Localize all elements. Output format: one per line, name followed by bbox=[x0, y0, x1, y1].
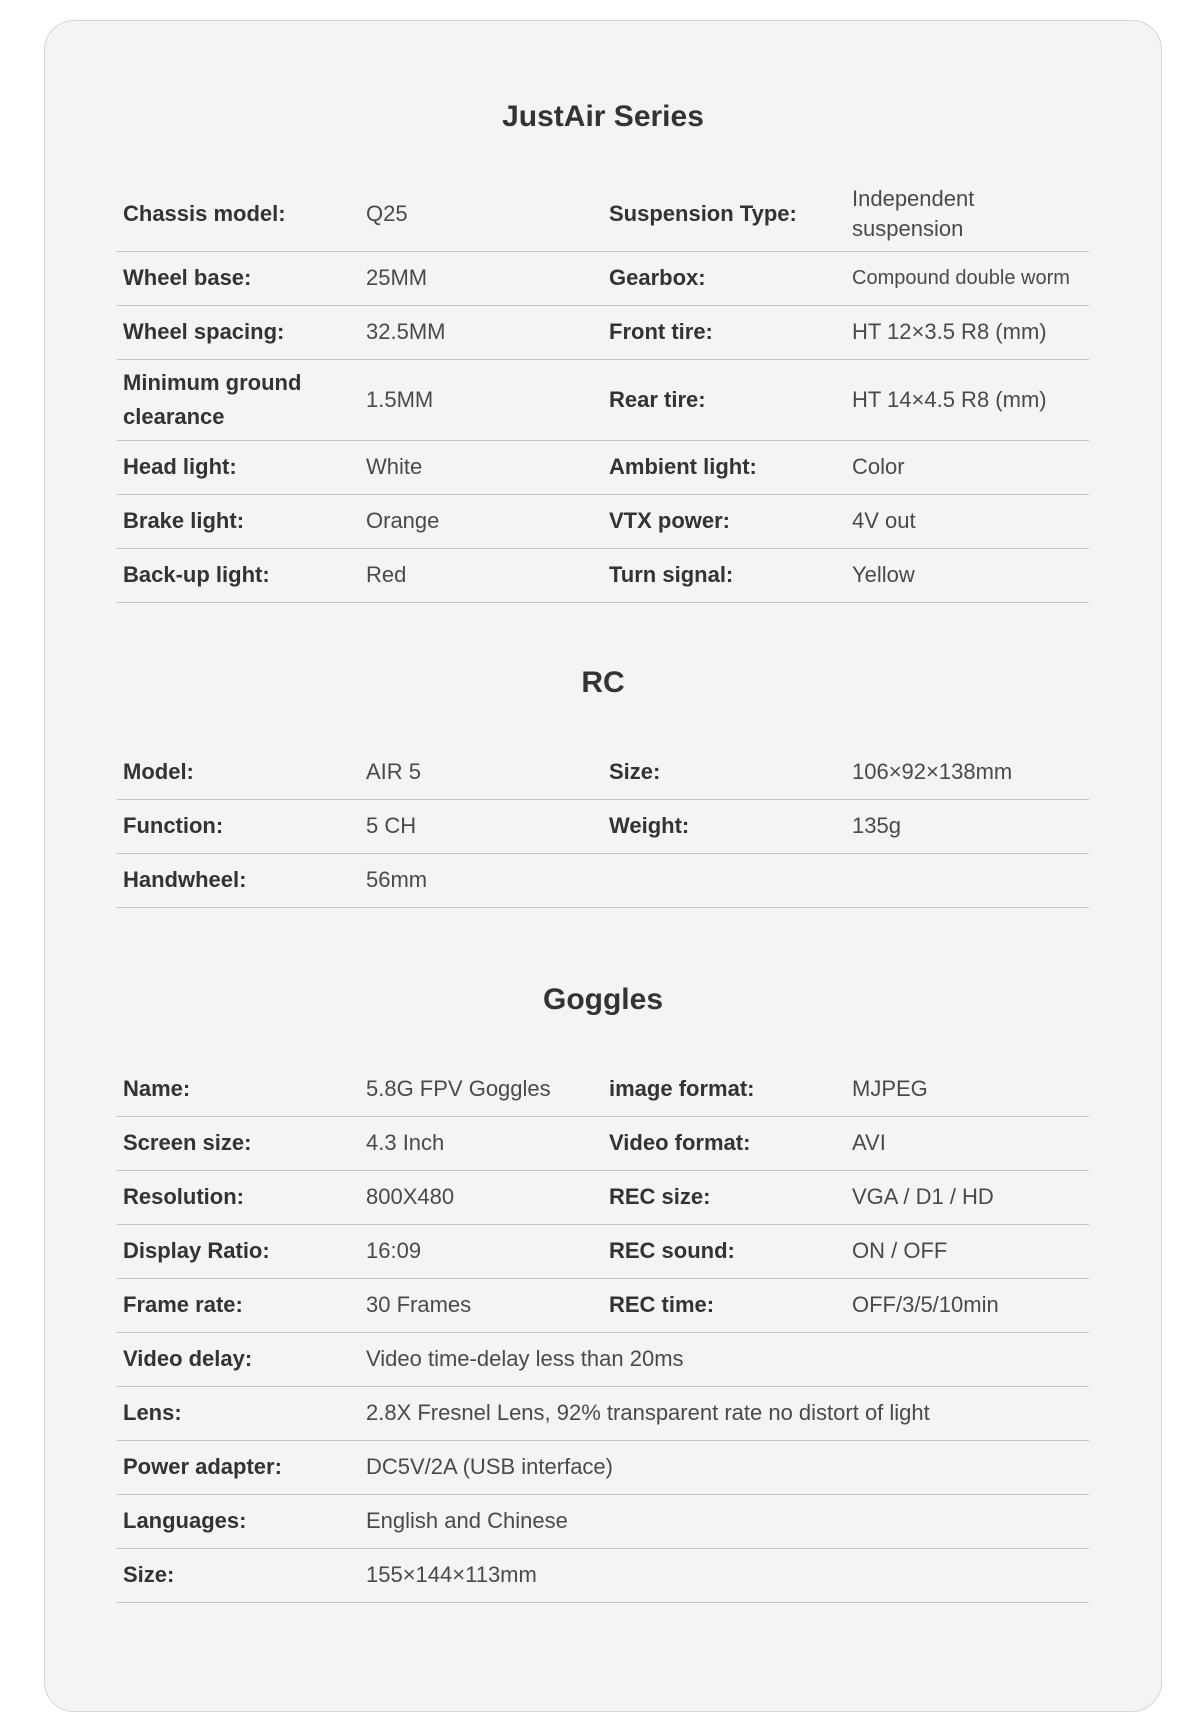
justair-spec-table bbox=[117, 177, 1089, 603]
spec-value: 5.8G FPV Goggles bbox=[360, 1062, 603, 1116]
spec-label: Wheel spacing: bbox=[117, 305, 360, 359]
spec-value: Yellow bbox=[846, 548, 1089, 602]
table-row bbox=[117, 1386, 1089, 1440]
table-row bbox=[117, 799, 1089, 853]
spec-value: AVI bbox=[846, 1116, 1089, 1170]
spec-label: Frame rate: bbox=[117, 1278, 360, 1332]
spec-label: Handwheel: bbox=[117, 853, 360, 907]
section-title-rc: RC bbox=[581, 666, 625, 699]
spec-value: English and Chinese bbox=[360, 1494, 1089, 1548]
table-row bbox=[117, 305, 1089, 359]
spec-value: Compound double worm bbox=[846, 251, 1089, 305]
empty-cell bbox=[603, 853, 846, 907]
spec-label: Name: bbox=[117, 1062, 360, 1116]
table-row bbox=[117, 177, 1089, 251]
spec-label: Chassis model: bbox=[117, 177, 360, 251]
spec-label: Screen size: bbox=[117, 1116, 360, 1170]
spec-label: Minimum ground clearance bbox=[117, 359, 360, 440]
table-row bbox=[117, 359, 1089, 440]
spec-value: DC5V/2A (USB interface) bbox=[360, 1440, 1089, 1494]
table-row bbox=[117, 1116, 1089, 1170]
goggles-section bbox=[117, 978, 1089, 1603]
spec-label: Suspension Type: bbox=[603, 177, 846, 251]
spec-label: Lens: bbox=[117, 1386, 360, 1440]
spec-label: Size: bbox=[603, 745, 846, 799]
spec-value: 2.8X Fresnel Lens, 92% transparent rate no distort of light bbox=[360, 1386, 1089, 1440]
table-row bbox=[117, 853, 1089, 907]
table-row bbox=[117, 440, 1089, 494]
spec-value: 135g bbox=[846, 799, 1089, 853]
spec-value: 4V out bbox=[846, 494, 1089, 548]
spec-label: Gearbox: bbox=[603, 251, 846, 305]
spec-label: Turn signal: bbox=[603, 548, 846, 602]
table-row bbox=[117, 494, 1089, 548]
justair-section bbox=[117, 95, 1089, 603]
spec-value: Orange bbox=[360, 494, 603, 548]
goggles-spec-table bbox=[117, 1062, 1089, 1603]
table-row bbox=[117, 1062, 1089, 1116]
empty-cell bbox=[846, 853, 1089, 907]
spec-label: Ambient light: bbox=[603, 440, 846, 494]
spec-label: REC sound: bbox=[603, 1224, 846, 1278]
spec-value: HT 12×3.5 R8 (mm) bbox=[846, 305, 1089, 359]
table-row bbox=[117, 745, 1089, 799]
spec-value: 16:09 bbox=[360, 1224, 603, 1278]
spec-label: Video format: bbox=[603, 1116, 846, 1170]
table-row bbox=[117, 1548, 1089, 1602]
spec-value: 155×144×113mm bbox=[360, 1548, 1089, 1602]
spec-value: Independent suspension bbox=[846, 177, 1089, 251]
spec-value: 1.5MM bbox=[360, 359, 603, 440]
spec-value: Video time-delay less than 20ms bbox=[360, 1332, 1089, 1386]
section-title-justair: JustAir Series bbox=[502, 100, 704, 133]
spec-label: image format: bbox=[603, 1062, 846, 1116]
spec-label: Wheel base: bbox=[117, 251, 360, 305]
spec-value: 4.3 Inch bbox=[360, 1116, 603, 1170]
spec-value: Q25 bbox=[360, 177, 603, 251]
spec-label: Brake light: bbox=[117, 494, 360, 548]
spec-value: AIR 5 bbox=[360, 745, 603, 799]
spec-value: OFF/3/5/10min bbox=[846, 1278, 1089, 1332]
spec-value: 106×92×138mm bbox=[846, 745, 1089, 799]
spec-value: 800X480 bbox=[360, 1170, 603, 1224]
spec-value: 5 CH bbox=[360, 799, 603, 853]
spec-label: REC size: bbox=[603, 1170, 846, 1224]
spec-value: 32.5MM bbox=[360, 305, 603, 359]
table-row bbox=[117, 251, 1089, 305]
spec-card bbox=[44, 20, 1162, 1712]
spec-label: Back-up light: bbox=[117, 548, 360, 602]
table-row bbox=[117, 1278, 1089, 1332]
spec-label: Function: bbox=[117, 799, 360, 853]
spec-label: Languages: bbox=[117, 1494, 360, 1548]
spec-label: Display Ratio: bbox=[117, 1224, 360, 1278]
spec-label: Size: bbox=[117, 1548, 360, 1602]
spec-value: Color bbox=[846, 440, 1089, 494]
rc-spec-table bbox=[117, 745, 1089, 908]
spec-value: 25MM bbox=[360, 251, 603, 305]
table-row bbox=[117, 1170, 1089, 1224]
spec-label: Weight: bbox=[603, 799, 846, 853]
spec-value: VGA / D1 / HD bbox=[846, 1170, 1089, 1224]
table-row bbox=[117, 1224, 1089, 1278]
spec-label: Rear tire: bbox=[603, 359, 846, 440]
table-row bbox=[117, 1494, 1089, 1548]
spec-label: Head light: bbox=[117, 440, 360, 494]
spec-value: ON / OFF bbox=[846, 1224, 1089, 1278]
spec-label: Resolution: bbox=[117, 1170, 360, 1224]
section-title-goggles: Goggles bbox=[542, 983, 663, 1016]
spec-label: Model: bbox=[117, 745, 360, 799]
spec-value: Red bbox=[360, 548, 603, 602]
spec-label: REC time: bbox=[603, 1278, 846, 1332]
spec-value: White bbox=[360, 440, 603, 494]
spec-value: HT 14×4.5 R8 (mm) bbox=[846, 359, 1089, 440]
rc-section bbox=[117, 661, 1089, 908]
spec-value: 56mm bbox=[360, 853, 603, 907]
table-row bbox=[117, 1440, 1089, 1494]
spec-label: Power adapter: bbox=[117, 1440, 360, 1494]
spec-value: 30 Frames bbox=[360, 1278, 603, 1332]
spec-label: Front tire: bbox=[603, 305, 846, 359]
spec-label: Video delay: bbox=[117, 1332, 360, 1386]
spec-label: VTX power: bbox=[603, 494, 846, 548]
table-row bbox=[117, 1332, 1089, 1386]
table-row bbox=[117, 548, 1089, 602]
spec-value: MJPEG bbox=[846, 1062, 1089, 1116]
